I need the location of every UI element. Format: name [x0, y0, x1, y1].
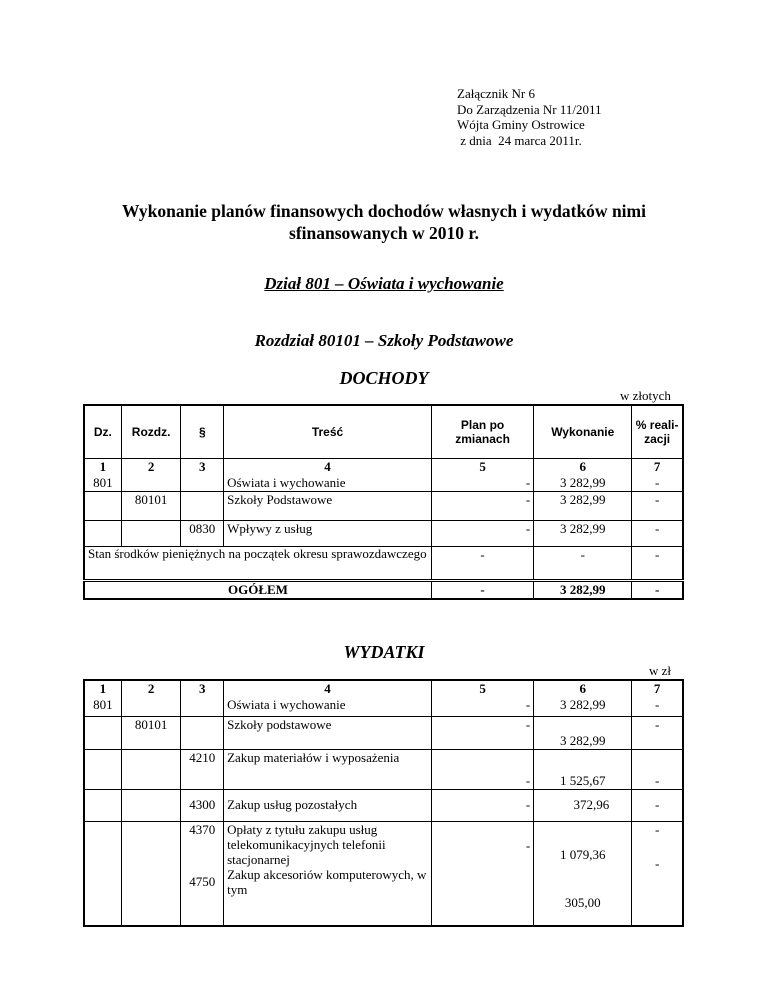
cell-plan: -	[431, 491, 533, 520]
cell-tresc: Wpływy z usług	[224, 520, 432, 546]
col-header: Rozdz.	[121, 405, 181, 458]
table-header-row	[84, 405, 683, 458]
col-number: 6	[579, 458, 586, 474]
cell-plan: -	[431, 520, 533, 546]
total-label: OGÓŁEM	[84, 580, 431, 599]
table-row	[84, 749, 683, 789]
cell-dz: 801	[93, 697, 113, 712]
cell-par: 4210	[181, 749, 224, 789]
stan-label: Stan środków pieniężnych na początek okresu sprawozdawczego	[84, 546, 431, 580]
col-number: 7	[653, 681, 661, 696]
col-number: 7	[653, 458, 661, 474]
table-row	[84, 789, 683, 821]
col-number: 5	[479, 681, 486, 696]
cell-tresc: Zakup akcesoriów komputerowych, w tym	[227, 866, 427, 897]
col-number: 2	[121, 680, 181, 716]
wydatki-table	[83, 679, 684, 927]
cell-proc: -	[654, 855, 660, 871]
cell-proc: -	[632, 789, 683, 821]
col-number: 4	[324, 681, 331, 696]
table-row	[84, 716, 683, 749]
cell-rozdz: 80101	[121, 491, 181, 520]
table-row	[84, 821, 683, 926]
cell-tresc: Szkoły Podstawowe	[224, 491, 432, 520]
title-line: Wykonanie planów finansowych dochodów własnych i wydatków nimi	[122, 201, 646, 221]
document-title	[0, 200, 768, 244]
col-header: Treść	[224, 405, 432, 458]
cell-proc: -	[632, 546, 683, 580]
cell-wyk: 1 079,36	[560, 846, 606, 862]
cell-proc: -	[632, 520, 683, 546]
cell-plan: -	[431, 789, 533, 821]
col-number: 1	[99, 681, 107, 696]
col-number: 1	[99, 458, 107, 474]
table-row-total	[84, 580, 683, 599]
wydatki-heading: WYDATKI	[343, 642, 425, 662]
cell-proc: -	[632, 716, 683, 749]
total-proc: -	[632, 580, 683, 599]
cell-plan: -	[431, 749, 533, 789]
col-header: % reali- zacji	[632, 405, 683, 458]
cell-tresc: Oświata i wychowanie	[227, 697, 346, 712]
cell-wyk: 3 282,99	[560, 697, 606, 712]
cell-plan: -	[525, 474, 531, 490]
section-rozdzial: Rozdział 80101 – Szkoły Podstawowe	[254, 331, 514, 350]
col-number: 6	[579, 681, 586, 696]
attachment-line: Załącznik Nr 6	[457, 86, 535, 101]
dochody-heading: DOCHODY	[339, 368, 429, 388]
total-plan: -	[431, 580, 533, 599]
section-dzial: Dział 801 – Oświata i wychowanie	[264, 274, 504, 293]
cell-proc: -	[654, 474, 660, 490]
cell-tresc: Szkoły podstawowe	[224, 716, 432, 749]
attachment-line: Do Zarządzenia Nr 11/2011	[457, 101, 602, 117]
col-number: 5	[479, 458, 486, 474]
wydatki-unit: w zł	[649, 663, 672, 678]
table-row	[84, 520, 683, 546]
cell-par: 0830	[181, 520, 224, 546]
table-row	[84, 680, 683, 716]
cell-wyk: 3 282,99	[560, 474, 606, 490]
cell-proc: -	[654, 697, 660, 712]
attachment-line: z dnia 24 marca 2011r.	[457, 132, 582, 148]
cell-wyk: -	[534, 546, 632, 580]
col-number: 3	[181, 680, 224, 716]
cell-plan: -	[525, 837, 531, 853]
cell-wyk: 1 525,67	[534, 749, 632, 789]
cell-tresc: Oświata i wychowanie	[227, 474, 346, 490]
cell-wyk: 372,96	[534, 789, 632, 821]
cell-rozdz: 80101	[121, 716, 181, 749]
cell-dz: 801	[93, 474, 113, 490]
cell-plan: -	[431, 546, 533, 580]
col-header: Wykonanie	[534, 405, 632, 458]
cell-tresc: Zakup materiałów i wyposażenia	[224, 749, 432, 789]
cell-plan: -	[431, 716, 533, 749]
dochody-table	[83, 404, 684, 600]
col-header: §	[181, 405, 224, 458]
cell-wyk: 305,00	[564, 894, 601, 910]
cell-wyk: 3 282,99	[534, 716, 632, 749]
col-number: 4	[324, 458, 331, 474]
col-number: 2	[121, 458, 181, 491]
cell-proc: -	[654, 821, 660, 837]
cell-par: 4750	[189, 873, 216, 889]
dochody-unit: w złotych	[620, 388, 671, 403]
table-row-stan	[84, 546, 683, 580]
cell-wyk: 3 282,99	[534, 520, 632, 546]
col-header: Plan po zmianach	[431, 405, 533, 458]
attachment-note	[457, 86, 602, 148]
cell-proc: -	[632, 749, 683, 789]
title-line: sfinansowanych w 2010 r.	[289, 223, 479, 243]
attachment-line: Wójta Gminy Ostrowice	[457, 117, 585, 132]
cell-proc: -	[632, 491, 683, 520]
col-header: Dz.	[84, 405, 121, 458]
col-number: 3	[181, 458, 224, 491]
cell-tresc: Opłaty z tytułu zakupu usług telekomunikacyjnych telefonii stacjonarnej	[227, 821, 386, 867]
cell-par: 4300	[181, 789, 224, 821]
cell-par: 4370	[189, 821, 216, 837]
total-wyk: 3 282,99	[534, 580, 632, 599]
cell-wyk: 3 282,99	[534, 491, 632, 520]
table-row	[84, 458, 683, 491]
cell-plan: -	[525, 697, 531, 712]
cell-tresc: Zakup usług pozostałych	[224, 789, 432, 821]
table-row	[84, 491, 683, 520]
